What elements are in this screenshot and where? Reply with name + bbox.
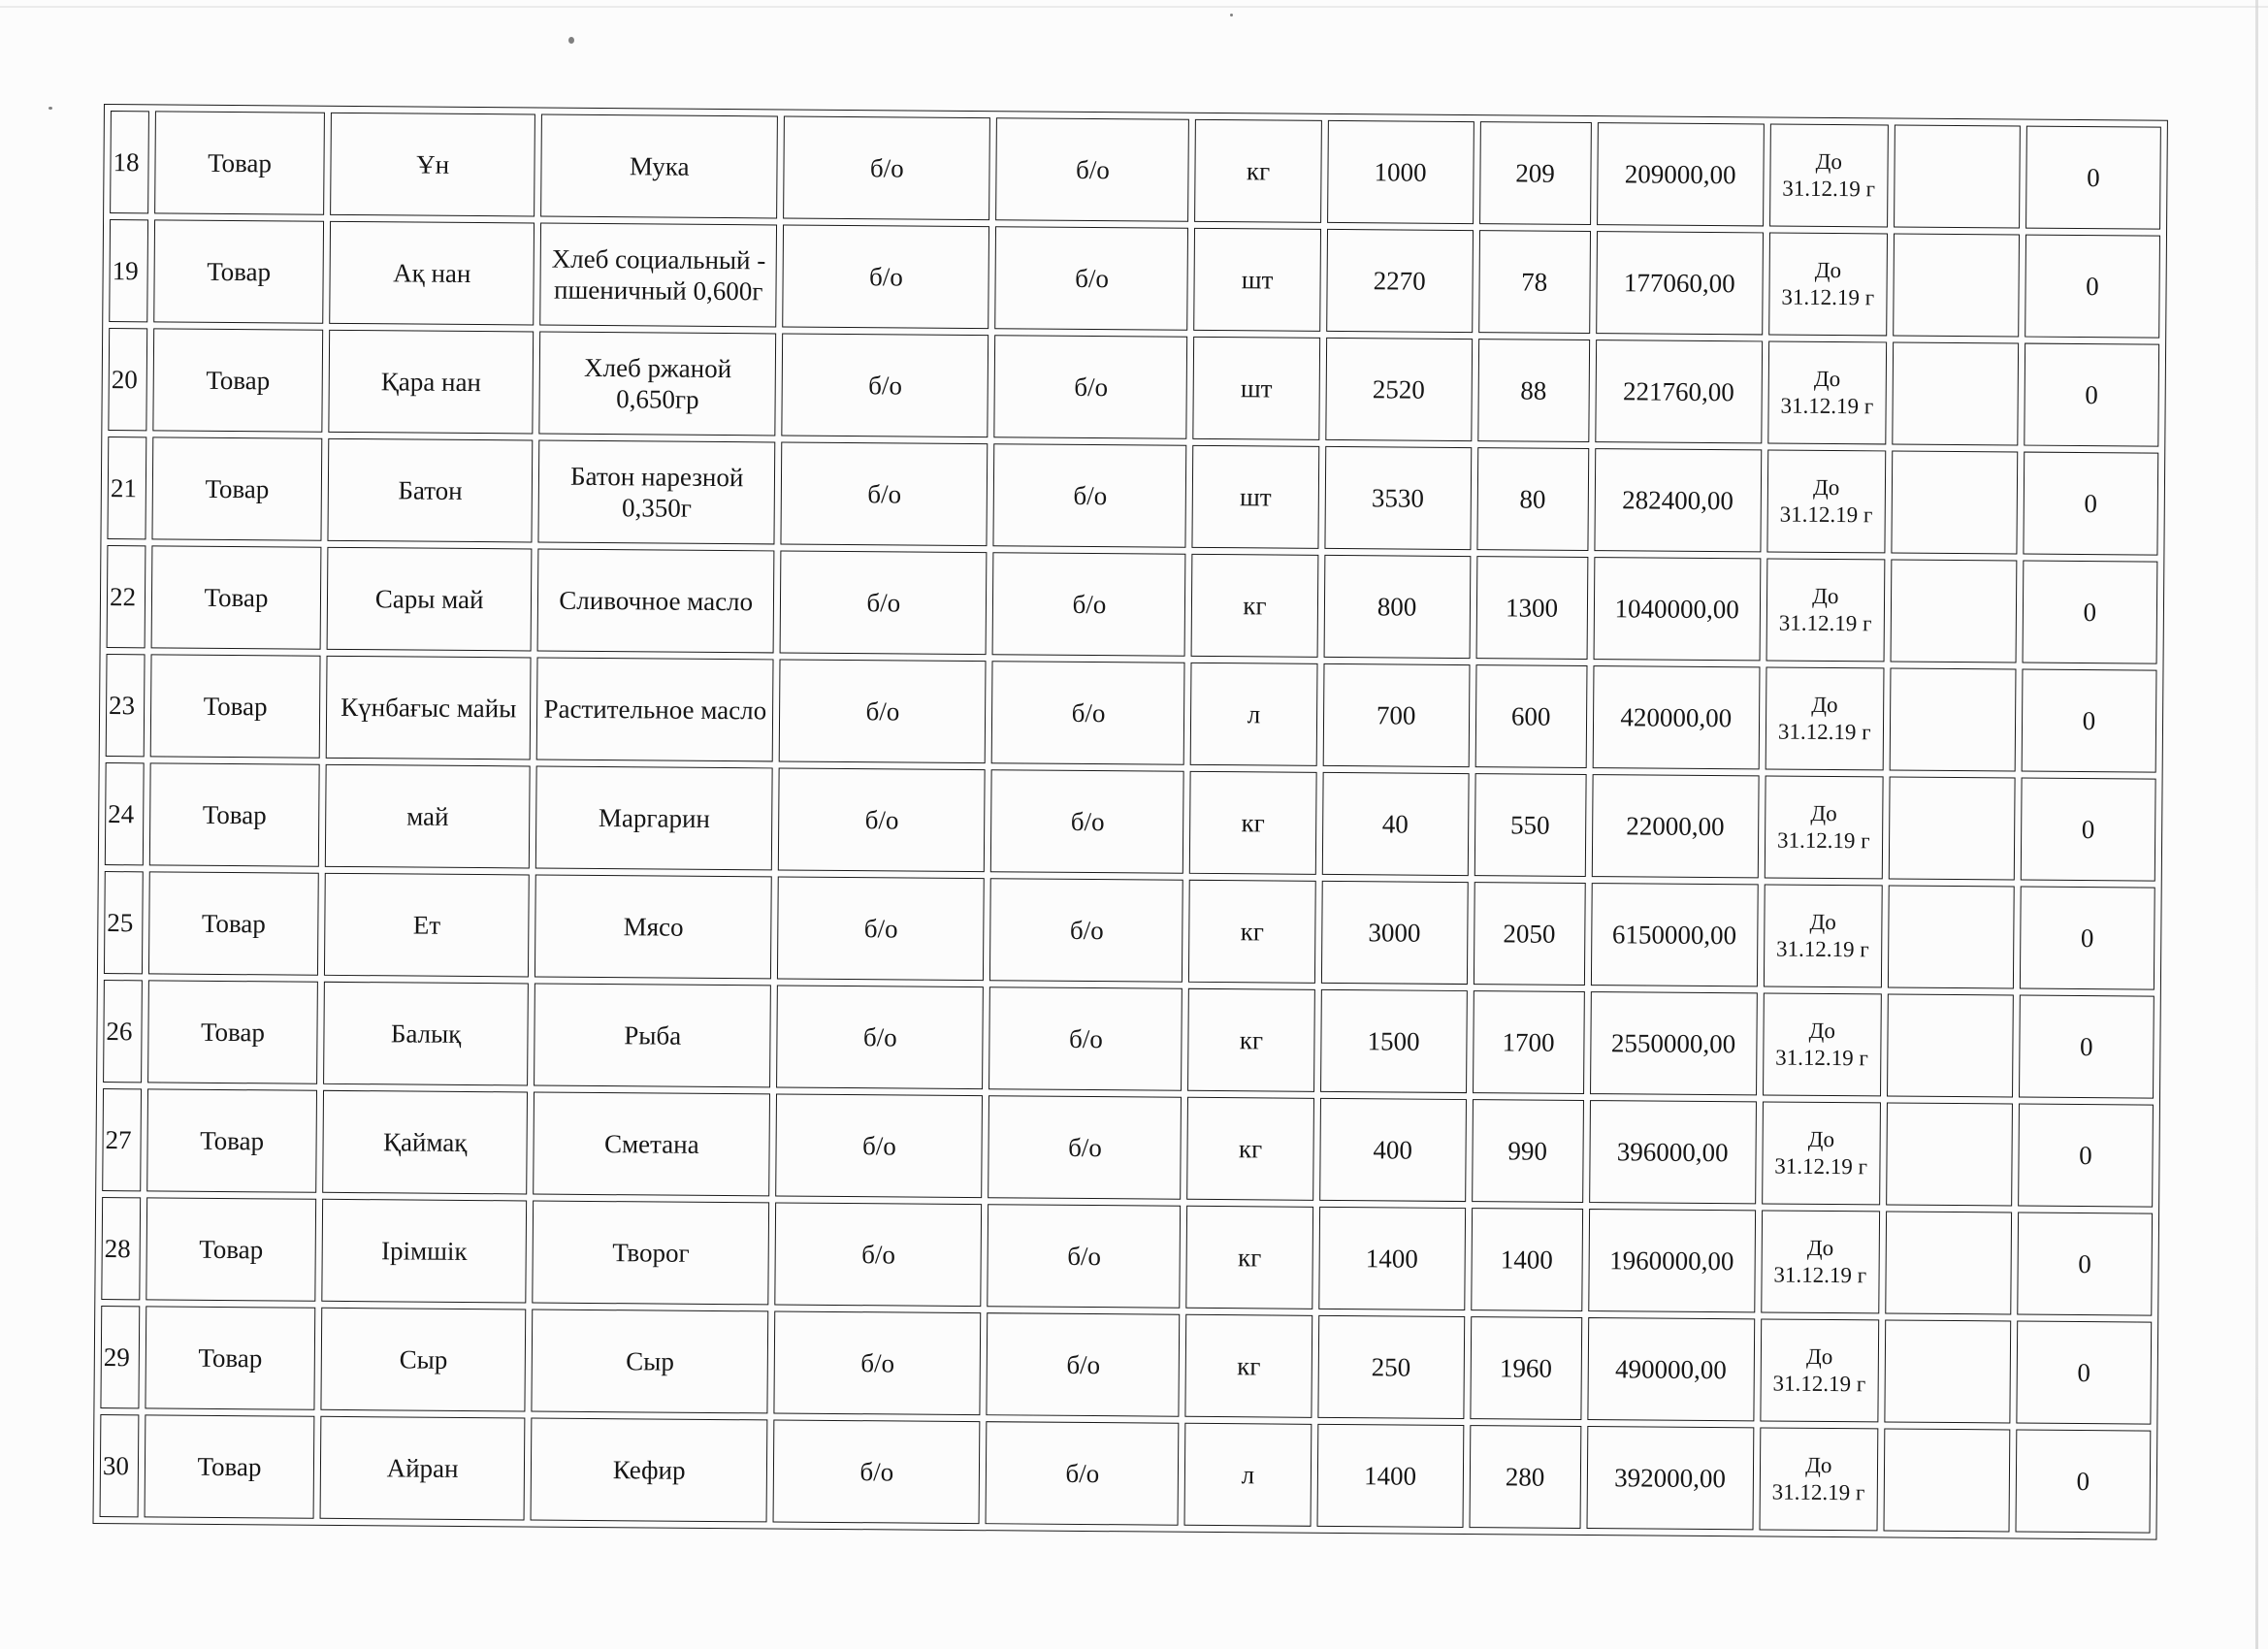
quantity: 1000 — [1327, 120, 1474, 224]
deadline-prefix: До — [1805, 1344, 1833, 1370]
row-number: 24 — [105, 762, 145, 865]
item-name-kazakh: Батон — [328, 438, 534, 543]
deadline-prefix: До — [1806, 1236, 1834, 1261]
table-row — [110, 111, 2161, 230]
deadline-cell — [1765, 775, 1884, 879]
blank-cell — [1889, 667, 2016, 771]
unit-price: 1960 — [1470, 1316, 1582, 1420]
table-row — [101, 1197, 2153, 1316]
table-row — [109, 219, 2160, 339]
deadline-date: 31.12.19 г — [1780, 393, 1874, 419]
item-type: Товар — [148, 871, 319, 975]
deadline-date: 31.12.19 г — [1776, 827, 1870, 854]
item-type: Товар — [150, 654, 321, 758]
quantity: 250 — [1317, 1315, 1465, 1419]
item-name-kazakh: Ақ нан — [329, 221, 535, 326]
unit: кг — [1187, 1097, 1314, 1201]
deadline-cell — [1761, 1210, 1880, 1313]
deadline-cell — [1763, 992, 1882, 1096]
unit: л — [1184, 1423, 1312, 1527]
quantity: 1400 — [1316, 1424, 1464, 1528]
deadline-date: 31.12.19 г — [1773, 1262, 1867, 1288]
item-name-kazakh: Ет — [324, 873, 530, 978]
item-type: Товар — [149, 762, 320, 866]
attribute-1: б/о — [775, 1202, 983, 1307]
quantity: 1500 — [1320, 989, 1468, 1093]
total-sum: 22000,00 — [1591, 774, 1759, 878]
item-name-russian: Хлеб социальный - пшеничный 0,600г — [539, 223, 777, 328]
item-name-kazakh: Қаймақ — [322, 1090, 528, 1195]
blank-cell — [1887, 993, 2014, 1097]
item-type: Товар — [151, 436, 322, 540]
attribute-1: б/о — [783, 225, 990, 330]
table-body — [100, 111, 2161, 1534]
item-name-russian: Маргарин — [535, 766, 773, 871]
item-name-russian: Батон нарезной 0,350г — [538, 440, 776, 545]
last-value: 0 — [2015, 1430, 2151, 1534]
scan-edge-right — [2255, 0, 2258, 1649]
attribute-1: б/о — [780, 550, 988, 655]
last-value: 0 — [2021, 669, 2156, 773]
item-name-russian: Творог — [532, 1201, 769, 1306]
table-row — [100, 1414, 2152, 1534]
item-name-russian: Сыр — [532, 1310, 769, 1414]
row-number: 27 — [102, 1088, 142, 1191]
deadline-cell — [1760, 1318, 1879, 1422]
deadline-date: 31.12.19 г — [1779, 501, 1873, 528]
scan-edge-top — [0, 6, 2268, 8]
row-number: 21 — [107, 436, 146, 539]
deadline-cell — [1762, 1101, 1881, 1205]
unit-price: 1300 — [1475, 556, 1588, 660]
attribute-2: б/о — [990, 769, 1184, 874]
attribute-2: б/о — [987, 1312, 1181, 1417]
attribute-2: б/о — [995, 226, 1189, 331]
table-row — [105, 762, 2156, 882]
unit-price: 1400 — [1471, 1208, 1583, 1311]
last-value: 0 — [2016, 1321, 2152, 1425]
deadline-prefix: До — [1809, 910, 1836, 935]
deadline-date: 31.12.19 г — [1778, 610, 1872, 636]
quantity: 2520 — [1325, 338, 1473, 441]
attribute-2: б/о — [988, 986, 1183, 1091]
last-value: 0 — [2020, 887, 2155, 990]
row-number: 20 — [108, 328, 147, 431]
attribute-2: б/о — [995, 117, 1189, 222]
unit: кг — [1188, 880, 1315, 984]
blank-cell — [1884, 1319, 2011, 1423]
item-name-russian: Мука — [540, 114, 778, 219]
unit: кг — [1195, 119, 1322, 223]
total-sum: 392000,00 — [1586, 1426, 1754, 1530]
unit: шт — [1194, 228, 1321, 332]
table-row — [107, 436, 2158, 556]
deadline-date: 31.12.19 г — [1776, 936, 1869, 962]
quantity: 3000 — [1320, 881, 1468, 985]
item-name-russian: Мясо — [535, 875, 772, 980]
row-number: 26 — [103, 980, 143, 1083]
quantity: 700 — [1322, 663, 1470, 767]
blank-cell — [1886, 1102, 2013, 1206]
deadline-prefix: До — [1810, 801, 1837, 826]
last-value: 0 — [2021, 778, 2156, 882]
deadline-prefix: До — [1811, 693, 1838, 718]
unit-price: 78 — [1478, 230, 1591, 334]
scan-speck — [49, 107, 52, 110]
item-name-kazakh: Ірімшік — [321, 1199, 527, 1304]
blank-cell — [1894, 124, 2021, 228]
deadline-cell — [1759, 1427, 1878, 1531]
table-row — [104, 871, 2155, 990]
total-sum: 177060,00 — [1596, 231, 1764, 335]
unit: кг — [1189, 771, 1316, 875]
attribute-2: б/о — [991, 661, 1185, 765]
deadline-prefix: До — [1808, 1018, 1836, 1044]
last-value: 0 — [2019, 995, 2155, 1099]
item-name-russian: Хлеб ржаной 0,650гр — [539, 332, 777, 436]
deadline-date: 31.12.19 г — [1781, 284, 1875, 310]
deadline-cell — [1766, 449, 1886, 553]
item-type: Товар — [152, 328, 323, 432]
attribute-2: б/о — [986, 1421, 1180, 1526]
item-name-kazakh: Балық — [323, 982, 529, 1086]
goods-table — [93, 104, 2168, 1540]
total-sum: 2550000,00 — [1590, 991, 1758, 1095]
quantity: 800 — [1323, 555, 1471, 659]
unit: кг — [1188, 988, 1315, 1092]
row-number: 19 — [109, 219, 148, 322]
deadline-cell — [1767, 340, 1887, 444]
deadline-date: 31.12.19 г — [1782, 176, 1876, 202]
total-sum: 209000,00 — [1597, 122, 1765, 226]
total-sum: 282400,00 — [1594, 448, 1762, 552]
item-type: Товар — [145, 1414, 315, 1518]
unit-price: 80 — [1476, 447, 1589, 551]
last-value: 0 — [2017, 1212, 2153, 1316]
item-type: Товар — [146, 1088, 317, 1192]
attribute-1: б/о — [775, 1093, 983, 1198]
last-value: 0 — [2023, 452, 2158, 556]
deadline-cell — [1768, 232, 1888, 336]
total-sum: 490000,00 — [1587, 1317, 1755, 1421]
deadline-prefix: До — [1815, 149, 1843, 175]
table-row — [108, 328, 2159, 447]
unit-price: 2050 — [1474, 882, 1586, 986]
total-sum: 1960000,00 — [1588, 1209, 1756, 1312]
quantity: 1400 — [1318, 1207, 1466, 1310]
deadline-date: 31.12.19 г — [1777, 719, 1871, 745]
table-sheet — [93, 104, 2168, 1540]
deadline-prefix: До — [1813, 475, 1840, 501]
blank-cell — [1885, 1211, 2012, 1314]
item-name-kazakh: Күнбағыс майы — [326, 656, 532, 760]
total-sum: 6150000,00 — [1591, 883, 1759, 986]
item-name-kazakh: май — [325, 764, 531, 869]
blank-cell — [1890, 559, 2017, 663]
last-value: 0 — [2024, 343, 2159, 447]
attribute-2: б/о — [993, 443, 1187, 548]
table-row — [107, 545, 2158, 664]
item-type: Товар — [145, 1306, 315, 1409]
deadline-prefix: До — [1814, 258, 1842, 283]
item-name-russian: Рыба — [534, 984, 771, 1088]
deadline-cell — [1765, 666, 1884, 770]
item-name-russian: Сметана — [533, 1092, 770, 1197]
attribute-2: б/о — [988, 1204, 1182, 1309]
attribute-1: б/о — [782, 334, 989, 438]
attribute-1: б/о — [777, 876, 985, 981]
blank-cell — [1888, 885, 2015, 988]
item-name-kazakh: Сыр — [321, 1308, 527, 1412]
total-sum: 221760,00 — [1595, 340, 1763, 443]
attribute-1: б/о — [781, 441, 988, 546]
deadline-cell — [1766, 558, 1885, 662]
last-value: 0 — [2018, 1104, 2154, 1208]
unit: л — [1190, 663, 1317, 766]
quantity: 3530 — [1324, 446, 1472, 550]
row-number: 30 — [100, 1414, 140, 1517]
deadline-date: 31.12.19 г — [1771, 1479, 1865, 1505]
quantity: 400 — [1319, 1098, 1467, 1202]
deadline-prefix: До — [1813, 367, 1841, 392]
deadline-prefix: До — [1807, 1127, 1835, 1152]
unit-price: 600 — [1474, 664, 1587, 768]
attribute-1: б/о — [774, 1310, 982, 1415]
last-value: 0 — [2025, 235, 2160, 339]
attribute-2: б/о — [988, 1095, 1183, 1200]
item-type: Товар — [153, 219, 324, 323]
row-number: 28 — [101, 1197, 141, 1300]
quantity: 40 — [1321, 772, 1469, 876]
item-name-kazakh: Сары май — [327, 547, 533, 652]
unit: шт — [1192, 445, 1319, 549]
blank-cell — [1891, 450, 2018, 554]
item-name-russian: Кефир — [531, 1418, 768, 1523]
blank-cell — [1893, 233, 2020, 337]
attribute-2: б/о — [992, 552, 1186, 657]
attribute-1: б/о — [773, 1419, 981, 1524]
unit: шт — [1193, 337, 1320, 440]
attribute-2: б/о — [989, 878, 1183, 983]
unit-price: 550 — [1474, 773, 1586, 877]
item-name-kazakh: Ұн — [330, 113, 535, 217]
quantity: 2270 — [1326, 229, 1474, 333]
row-number: 23 — [106, 654, 146, 757]
attribute-1: б/о — [783, 116, 990, 221]
row-number: 25 — [104, 871, 144, 974]
unit: кг — [1185, 1314, 1312, 1418]
item-name-russian: Растительное масло — [536, 658, 774, 762]
row-number: 22 — [107, 545, 146, 648]
item-name-kazakh: Қара нан — [328, 330, 534, 435]
blank-cell — [1883, 1428, 2010, 1532]
item-type: Товар — [146, 1197, 316, 1301]
unit-price: 990 — [1472, 1099, 1584, 1203]
attribute-2: б/о — [994, 335, 1188, 439]
deadline-cell — [1769, 123, 1889, 227]
attribute-1: б/о — [778, 767, 986, 872]
last-value: 0 — [2022, 561, 2157, 664]
unit: кг — [1191, 554, 1318, 658]
unit-price: 280 — [1469, 1425, 1581, 1529]
row-number: 29 — [100, 1306, 140, 1408]
scan-speck — [568, 37, 574, 44]
deadline-cell — [1764, 884, 1883, 987]
table-row — [100, 1306, 2152, 1425]
unit-price: 1700 — [1473, 990, 1585, 1094]
unit: кг — [1186, 1206, 1313, 1310]
item-type: Товар — [151, 545, 322, 649]
row-number: 18 — [110, 111, 149, 213]
item-name-kazakh: Айран — [320, 1416, 526, 1521]
total-sum: 420000,00 — [1592, 665, 1760, 769]
unit-price: 209 — [1479, 121, 1592, 225]
attribute-1: б/о — [776, 985, 984, 1089]
blank-cell — [1892, 341, 2019, 445]
unit-price: 88 — [1477, 339, 1590, 442]
deadline-date: 31.12.19 г — [1774, 1153, 1868, 1180]
deadline-date: 31.12.19 г — [1772, 1371, 1866, 1397]
table-row — [103, 980, 2155, 1099]
deadline-prefix: До — [1805, 1453, 1832, 1478]
deadline-prefix: До — [1812, 584, 1839, 609]
last-value: 0 — [2025, 126, 2161, 230]
total-sum: 1040000,00 — [1593, 557, 1761, 661]
item-name-russian: Сливочное масло — [537, 549, 775, 654]
item-type: Товар — [147, 980, 318, 1083]
blank-cell — [1889, 776, 2016, 880]
total-sum: 396000,00 — [1589, 1100, 1757, 1204]
scan-speck — [1230, 14, 1233, 16]
table-row — [106, 654, 2157, 773]
item-type: Товар — [154, 111, 325, 214]
deadline-date: 31.12.19 г — [1775, 1045, 1869, 1071]
table-row — [102, 1088, 2154, 1208]
attribute-1: б/о — [779, 659, 987, 763]
